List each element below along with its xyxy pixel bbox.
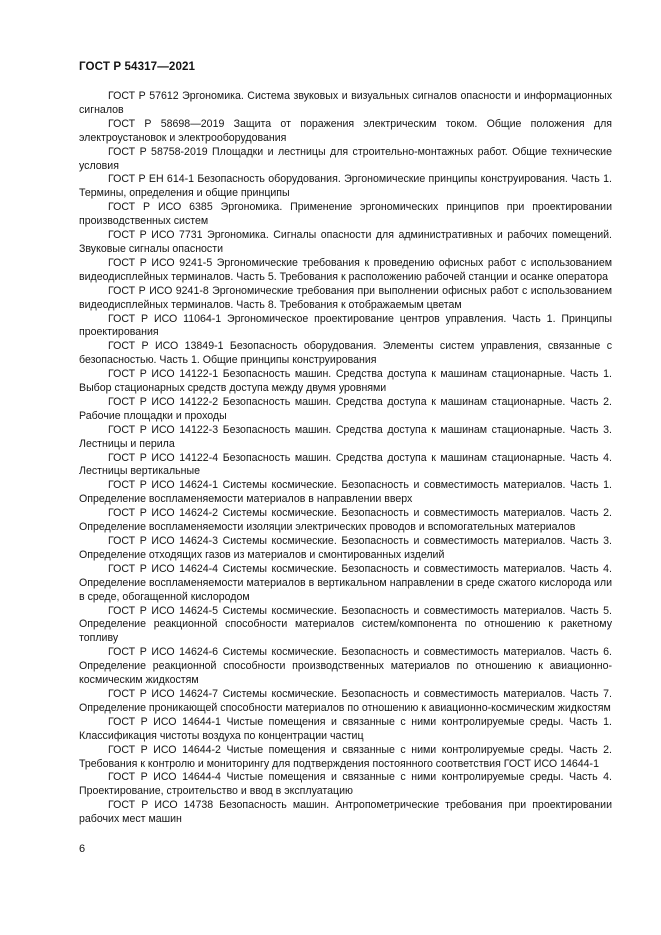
reference-item: ГОСТ Р ИСО 11064-1 Эргономическое проектирование центров управления. Часть 1. Принципы проектирования [79,312,612,339]
reference-item: ГОСТ Р ИСО 14624-4 Системы космические. Безопасность и совместимость материалов. Часть 4. Определение воспламеняемости материалов в вертикальном направлении в среде сжатого кислорода или в среде, обогащенной кислородом [79,562,612,603]
reference-item: ГОСТ Р ИСО 14122-3 Безопасность машин. Средства доступа к машинам стационарные. Часть 3. Лестницы и перила [79,423,612,450]
reference-item: ГОСТ Р ИСО 14122-4 Безопасность машин. Средства доступа к машинам стационарные. Часть 4. Лестницы вертикальные [79,451,612,478]
reference-item: ГОСТ Р 57612 Эргономика. Система звуковых и визуальных сигналов опасности и информационных сигналов [79,90,612,116]
reference-item: ГОСТ Р ИСО 14624-3 Системы космические. Безопасность и совместимость материалов. Часть 3. Определение отходящих газов из материалов и смонтированных изделий [79,535,612,561]
reference-item: ГОСТ Р ИСО 7731 Эргономика. Сигналы опасности для административных и рабочих помещений. Звуковые сигналы опасности [79,229,612,255]
reference-item: ГОСТ Р ИСО 14624-2 Системы космические. Безопасность и совместимость материалов. Часть 2. Определение воспламеняемости изоляции электрических проводов и вспомогательных материалов [79,507,612,534]
reference-item: ГОСТ Р ИСО 9241-8 Эргономические требования при выполнении офисных работ с использованием видеодисплейных терминалов. Часть 8. Требования к отображаемым цветам [79,284,612,311]
reference-item: ГОСТ Р ИСО 14624-6 Системы космические. Безопасность и совместимость материалов. Часть 6. Определение реакционной способности производственных материалов по отношению к авиационно-космическим жидкостям [79,646,612,687]
reference-item: ГОСТ Р ИСО 6385 Эргономика. Применение эргономических принципов при проектировании производственных систем [79,201,612,228]
document-header: ГОСТ Р 54317—2021 [79,60,196,73]
reference-item: ГОСТ Р ИСО 14122-2 Безопасность машин. Средства доступа к машинам стационарные. Часть 2. Рабочие площадки и проходы [79,395,612,422]
reference-item: ГОСТ Р ИСО 14624-1 Системы космические. Безопасность и совместимость материалов. Часть 1. Определение воспламеняемости материалов в направлении вверх [79,479,612,506]
reference-item: ГОСТ Р ИСО 14644-4 Чистые помещения и связанные с ними контролируемые среды. Часть 4. Проектирование, строительство и ввод в эксплуатацию [79,771,612,798]
reference-item: ГОСТ Р ИСО 14738 Безопасность машин. Антропометрические требования при проектировании рабочих мест машин [79,799,612,826]
reference-item: ГОСТ Р ИСО 14644-2 Чистые помещения и связанные с ними контролируемые среды. Часть 2. Требования к контролю и мониторингу для подтверждения постоянного соответствия ГОСТ ИСО 14644-1 [79,743,612,770]
reference-item: ГОСТ Р ИСО 13849-1 Безопасность оборудования. Элементы систем управления, связанные с безопасностью. Часть 1. Общие принципы конструирования [79,340,612,367]
reference-item: ГОСТ Р 58758-2019 Площадки и лестницы для строительно-монтажных работ. Общие технические условия [79,145,612,172]
reference-item: ГОСТ Р ИСО 14624-5 Системы космические. Безопасность и совместимость материалов. Часть 5. Определение реакционной способности материалов систем/компонента по отношению к ракетному топливу [79,604,612,645]
reference-item: ГОСТ Р ИСО 14644-1 Чистые помещения и связанные с ними контролируемые среды. Часть 1. Классификация чистоты воздуха по концентрации частиц [79,715,612,742]
reference-item: ГОСТ Р 58698—2019 Защита от поражения электрическим током. Общие положения для электроустановок и электрооборудования [79,117,612,144]
reference-item: ГОСТ Р ЕН 614-1 Безопасность оборудования. Эргономические принципы конструирования. Часть 1. Термины, определения и общие принципы [79,173,612,200]
reference-item: ГОСТ Р ИСО 14624-7 Системы космические. Безопасность и совместимость материалов. Часть 7. Определение проникающей способности материалов по отношению к авиационно-космическим жидкостям [79,687,612,714]
page-number: 6 [79,843,86,855]
reference-item: ГОСТ Р ИСО 9241-5 Эргономические требования к проведению офисных работ с использованием видеодисплейных терминалов. Часть 5. Требования к расположению рабочей станции и осанке оператора [79,256,612,283]
normative-references-list [79,90,612,827]
reference-item: ГОСТ Р ИСО 14122-1 Безопасность машин. Средства доступа к машинам стационарные. Часть 1. Выбор стационарных средств доступа между двумя уровнями [79,368,612,395]
